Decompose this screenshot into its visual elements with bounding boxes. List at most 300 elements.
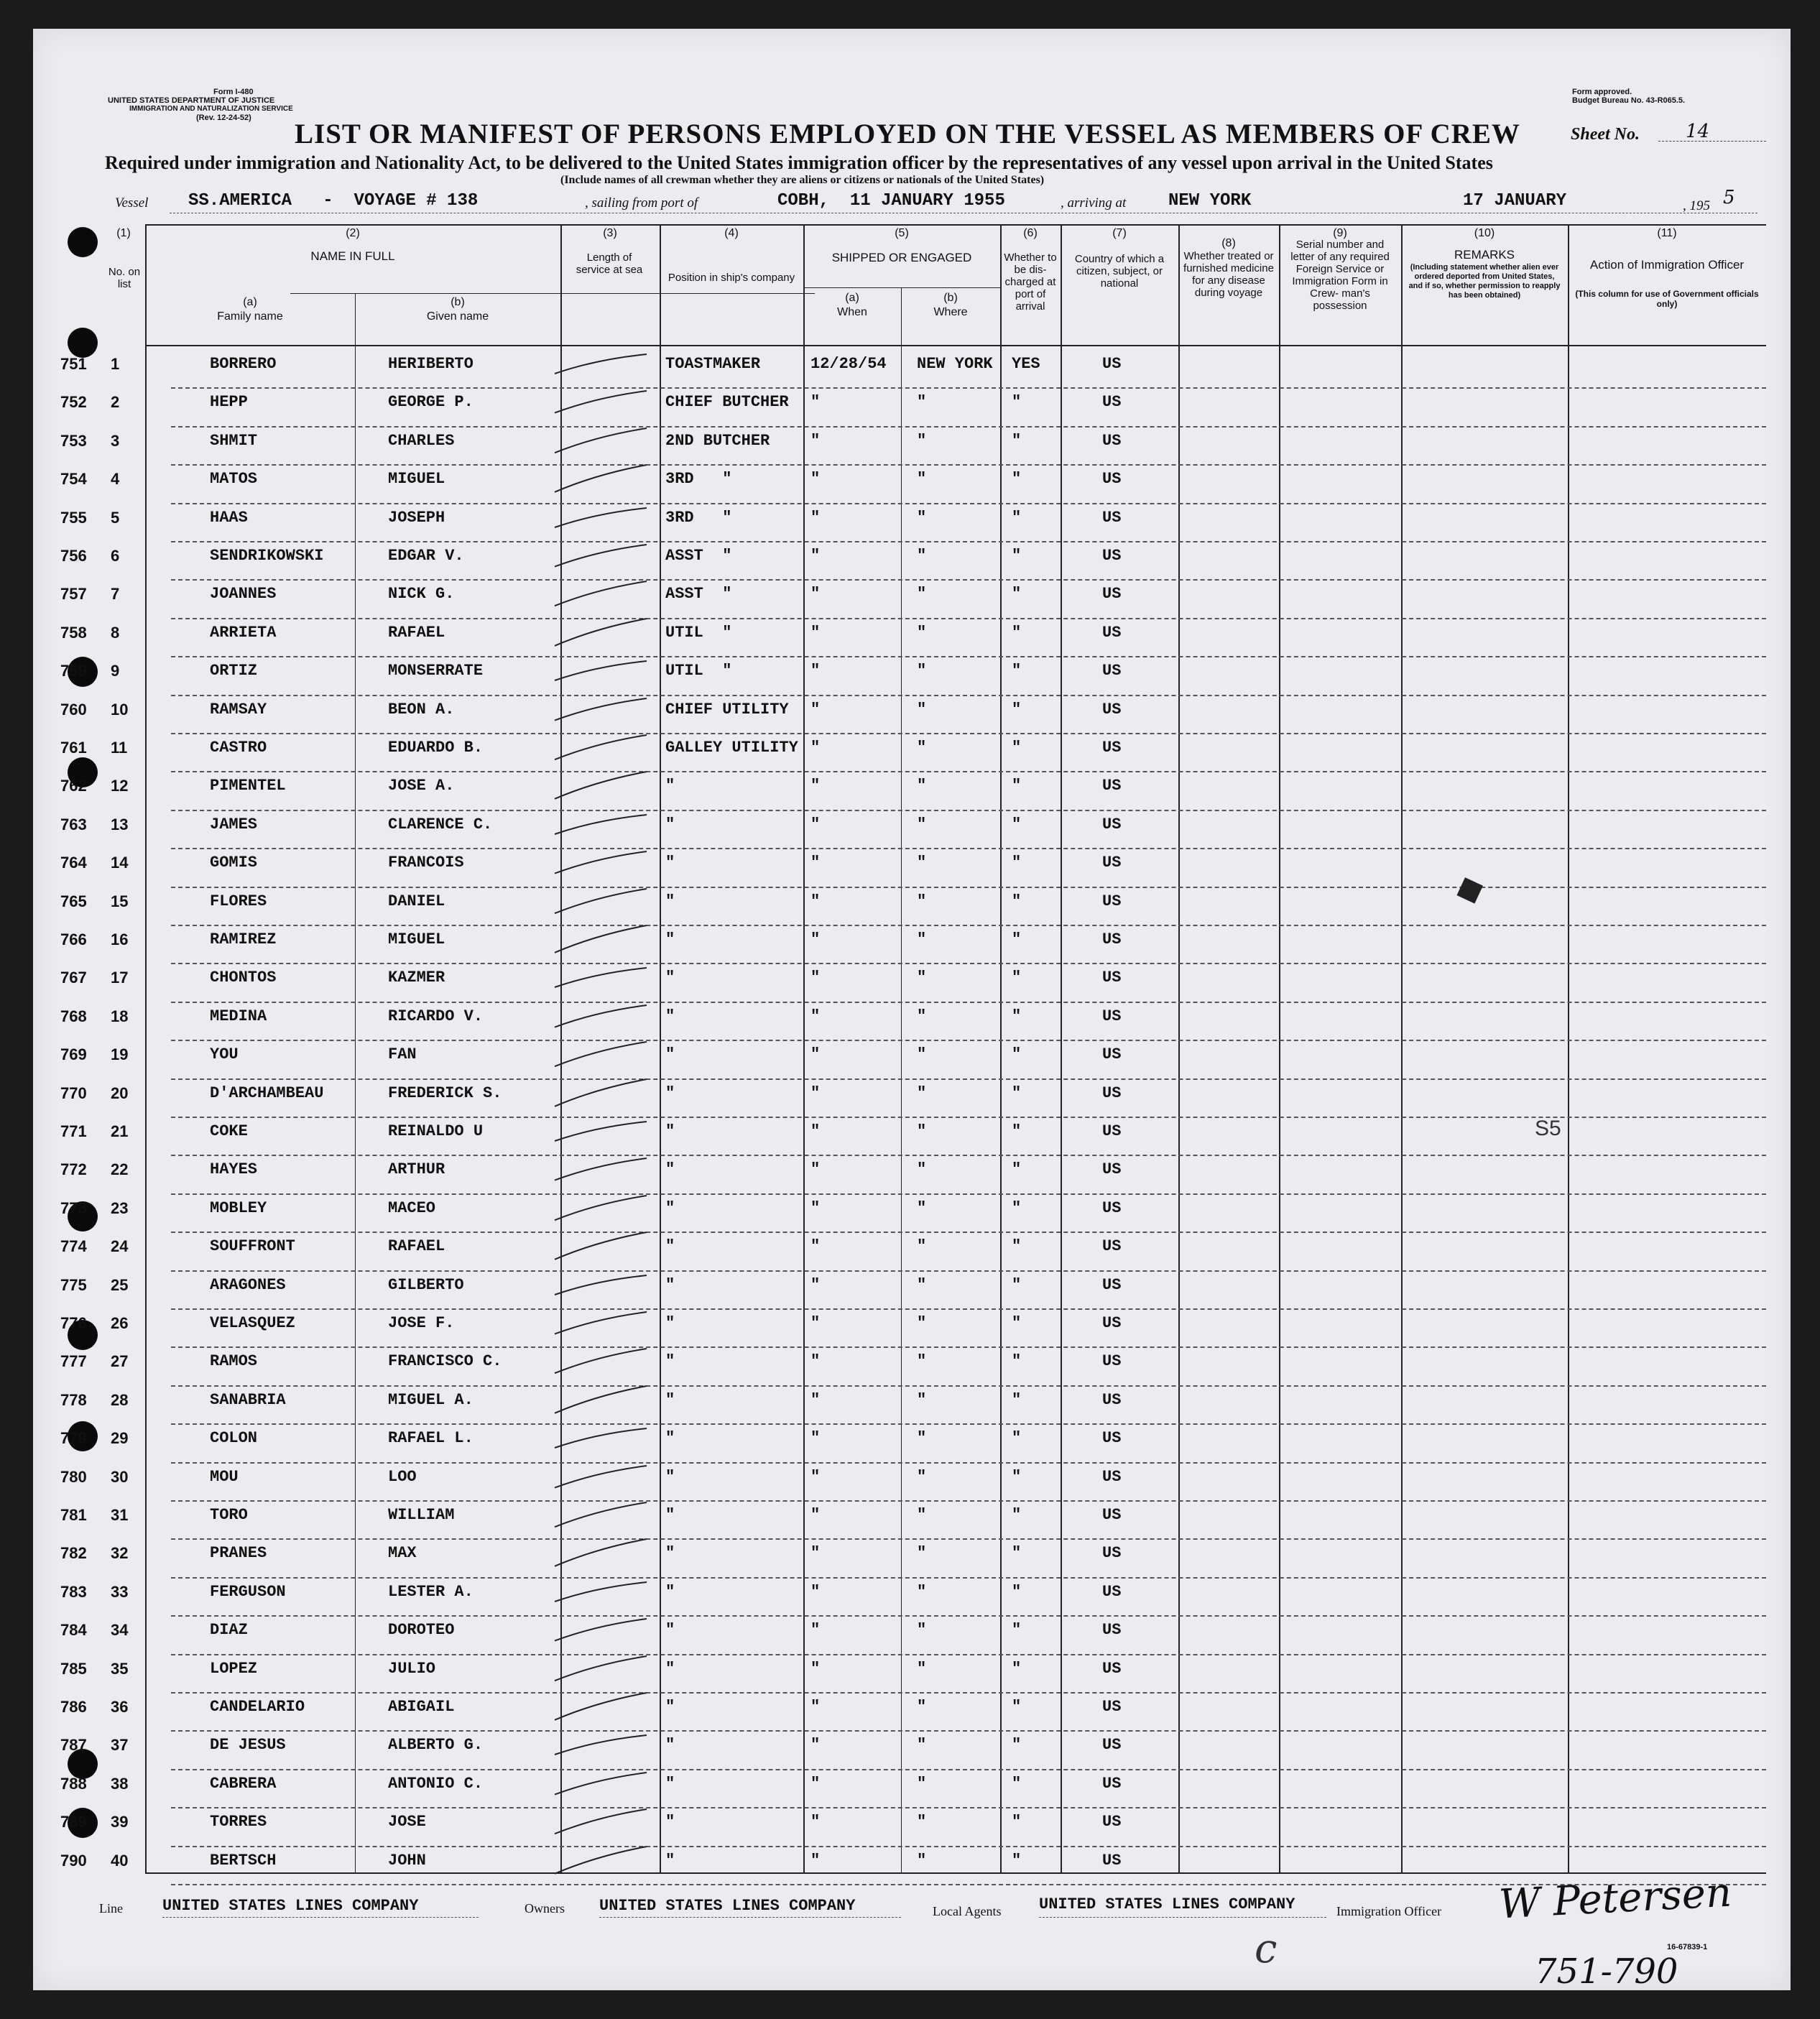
col2b-heading: Given name bbox=[426, 310, 489, 323]
row-number: 38 bbox=[111, 1774, 129, 1793]
pen-stroke bbox=[546, 652, 654, 695]
family-name: FERGUSON bbox=[210, 1582, 286, 1601]
table-row bbox=[33, 624, 1786, 662]
position: UTIL " bbox=[665, 662, 732, 680]
shipped-when: " bbox=[810, 700, 821, 719]
manifest-sheet bbox=[33, 29, 1791, 1990]
col10-heading: REMARKS bbox=[1454, 248, 1515, 262]
row-number: 22 bbox=[111, 1160, 129, 1179]
row-number: 4 bbox=[111, 470, 120, 489]
shipped-where: " bbox=[917, 393, 927, 412]
pen-stroke bbox=[546, 690, 654, 734]
list-number: 780 bbox=[60, 1467, 87, 1486]
arriving-label: , arriving at bbox=[1061, 195, 1127, 211]
row-rule bbox=[171, 1654, 1766, 1655]
col5b-letter: (b) bbox=[943, 292, 958, 304]
pen-stroke bbox=[546, 1342, 654, 1385]
row-rule bbox=[171, 1346, 1766, 1348]
family-name: PIMENTEL bbox=[210, 777, 286, 795]
pen-stroke bbox=[546, 1112, 654, 1155]
list-number: 751 bbox=[60, 355, 87, 373]
family-name: SENDRIKOWSKI bbox=[210, 547, 324, 565]
shipped-where: " bbox=[917, 662, 927, 680]
shipped-where: " bbox=[917, 1122, 927, 1140]
shipped-where: " bbox=[917, 1045, 927, 1064]
family-name: BORRERO bbox=[210, 355, 277, 373]
col9-heading: Serial number and letter of any required Foreign Service or Immigration Form in Crew- man's possession bbox=[1290, 239, 1390, 312]
shipped-where: " bbox=[917, 854, 927, 872]
row-rule bbox=[171, 1117, 1766, 1118]
shipped-when: " bbox=[810, 1198, 821, 1217]
country: US bbox=[1102, 1659, 1122, 1678]
family-name: SHMIT bbox=[210, 431, 258, 450]
country: US bbox=[1102, 892, 1122, 910]
family-name: MOBLEY bbox=[210, 1198, 267, 1217]
service-name: IMMIGRATION AND NATURALIZATION SERVICE bbox=[129, 105, 293, 113]
col1-heading: No. on list bbox=[108, 266, 141, 290]
family-name: MEDINA bbox=[210, 1007, 267, 1025]
family-name: SANABRIA bbox=[210, 1390, 286, 1409]
table-row bbox=[33, 1045, 1786, 1084]
col3-heading: Length of service at sea bbox=[576, 251, 643, 276]
row-rule bbox=[171, 848, 1766, 849]
country: US bbox=[1102, 355, 1122, 373]
discharge: " bbox=[1012, 1045, 1022, 1064]
family-name: YOU bbox=[210, 1045, 239, 1064]
shipped-when: " bbox=[810, 1736, 821, 1755]
list-number: 770 bbox=[60, 1084, 87, 1102]
row-rule bbox=[171, 1423, 1766, 1425]
list-number: 781 bbox=[60, 1506, 87, 1524]
table-row bbox=[33, 816, 1786, 854]
pen-stroke bbox=[546, 920, 654, 964]
shipped-where: " bbox=[917, 1084, 927, 1102]
discharge: " bbox=[1012, 1084, 1022, 1102]
row-number: 26 bbox=[111, 1314, 129, 1332]
shipped-when: " bbox=[810, 1352, 821, 1371]
family-name: JAMES bbox=[210, 815, 258, 833]
list-number: 752 bbox=[60, 393, 87, 412]
row-number: 12 bbox=[111, 777, 129, 795]
shipped-where: " bbox=[917, 1352, 927, 1371]
discharge: " bbox=[1012, 393, 1022, 412]
given-name: JOSE F. bbox=[388, 1314, 455, 1332]
table-row bbox=[33, 1084, 1786, 1122]
col5a-heading: When bbox=[837, 306, 867, 318]
country: US bbox=[1102, 1084, 1122, 1102]
position: 2ND BUTCHER bbox=[665, 431, 770, 450]
table-row bbox=[33, 1544, 1786, 1582]
row-number: 31 bbox=[111, 1506, 129, 1524]
country: US bbox=[1102, 815, 1122, 833]
country: US bbox=[1102, 1582, 1122, 1601]
country: US bbox=[1102, 1621, 1122, 1640]
family-name: MATOS bbox=[210, 470, 258, 489]
pen-stroke bbox=[546, 805, 654, 849]
country: US bbox=[1102, 1390, 1122, 1409]
sheet-number: 14 bbox=[1686, 121, 1710, 142]
position: ASST " bbox=[665, 547, 732, 565]
discharge: " bbox=[1012, 892, 1022, 910]
discharge: " bbox=[1012, 1314, 1022, 1332]
shipped-when: " bbox=[810, 1544, 821, 1563]
country: US bbox=[1102, 585, 1122, 604]
given-name: HERIBERTO bbox=[388, 355, 474, 373]
row-rule bbox=[171, 1193, 1766, 1195]
country: US bbox=[1102, 930, 1122, 948]
list-number: 784 bbox=[60, 1621, 87, 1640]
table-row bbox=[33, 1583, 1786, 1621]
pen-stroke bbox=[546, 1688, 654, 1731]
pen-stroke bbox=[546, 460, 654, 503]
row-rule bbox=[171, 579, 1766, 581]
row-number: 1 bbox=[111, 355, 120, 373]
shipped-when: " bbox=[810, 1275, 821, 1294]
shipped-when: " bbox=[810, 623, 821, 642]
country: US bbox=[1102, 1237, 1122, 1256]
position: " bbox=[665, 1084, 675, 1102]
col5b-heading: Where bbox=[933, 306, 968, 318]
pen-stroke bbox=[546, 844, 654, 887]
line-label: Line bbox=[99, 1901, 123, 1916]
col2-heading: NAME IN FULL bbox=[310, 249, 395, 263]
shipped-where: " bbox=[917, 777, 927, 795]
row-rule bbox=[171, 1500, 1766, 1502]
row-rule bbox=[171, 1807, 1766, 1808]
discharge: " bbox=[1012, 1698, 1022, 1716]
row-number: 24 bbox=[111, 1237, 129, 1256]
discharge: " bbox=[1012, 1582, 1022, 1601]
discharge: " bbox=[1012, 431, 1022, 450]
col2a-letter: (a) bbox=[243, 296, 257, 308]
row-number: 13 bbox=[111, 815, 129, 833]
discharge: " bbox=[1012, 1122, 1022, 1140]
table-row bbox=[33, 509, 1786, 547]
shipped-where: " bbox=[917, 508, 927, 527]
list-number: 771 bbox=[60, 1122, 87, 1140]
row-number: 19 bbox=[111, 1045, 129, 1064]
row-rule bbox=[171, 771, 1766, 772]
discharge: " bbox=[1012, 1275, 1022, 1294]
table-row bbox=[33, 1007, 1786, 1045]
given-name: GILBERTO bbox=[388, 1275, 464, 1294]
position: " bbox=[665, 892, 675, 910]
discharge: " bbox=[1012, 969, 1022, 987]
pen-stroke bbox=[546, 345, 654, 388]
discharge: " bbox=[1012, 1160, 1022, 1179]
list-number: 787 bbox=[60, 1736, 87, 1755]
col7-heading: Country of which a citizen, subject, or national bbox=[1074, 253, 1165, 290]
row-number: 33 bbox=[111, 1582, 129, 1601]
country: US bbox=[1102, 1851, 1122, 1870]
family-name: COLON bbox=[210, 1429, 258, 1448]
row-rule bbox=[171, 887, 1766, 888]
given-name: MACEO bbox=[388, 1198, 436, 1217]
shipped-where: " bbox=[917, 1506, 927, 1524]
row-rule bbox=[171, 503, 1766, 504]
list-number: 769 bbox=[60, 1045, 87, 1064]
position: 3RD " bbox=[665, 508, 732, 527]
country: US bbox=[1102, 700, 1122, 719]
given-name: KAZMER bbox=[388, 969, 445, 987]
table-row bbox=[33, 1391, 1786, 1429]
row-number: 28 bbox=[111, 1390, 129, 1409]
table-row bbox=[33, 969, 1786, 1007]
print-code: 16-67839-1 bbox=[1667, 1943, 1708, 1951]
list-number: 772 bbox=[60, 1160, 87, 1179]
list-number: 758 bbox=[60, 623, 87, 642]
remarks-mark: S5 bbox=[1535, 1117, 1561, 1140]
row-number: 23 bbox=[111, 1198, 129, 1217]
shipped-when: " bbox=[810, 854, 821, 872]
discharge: " bbox=[1012, 1007, 1022, 1025]
position: " bbox=[665, 1045, 675, 1064]
shipped-when: " bbox=[810, 777, 821, 795]
given-name: ANTONIO C. bbox=[388, 1774, 484, 1793]
country: US bbox=[1102, 1813, 1122, 1831]
shipped-when: " bbox=[810, 1314, 821, 1332]
given-name: JOSEPH bbox=[388, 508, 445, 527]
discharge: " bbox=[1012, 739, 1022, 757]
discharge: " bbox=[1012, 1237, 1022, 1256]
form-revision: (Rev. 12-24-52) bbox=[196, 114, 251, 122]
pen-stroke bbox=[546, 997, 654, 1040]
row-rule bbox=[171, 618, 1766, 619]
pen-stroke bbox=[546, 1534, 654, 1577]
row-number: 27 bbox=[111, 1352, 129, 1371]
list-number: 774 bbox=[60, 1237, 87, 1256]
country: US bbox=[1102, 1275, 1122, 1294]
col3-number: (3) bbox=[603, 227, 617, 239]
discharge: " bbox=[1012, 1429, 1022, 1448]
line-company: UNITED STATES LINES COMPANY bbox=[162, 1897, 419, 1915]
owners-label: Owners bbox=[525, 1901, 565, 1916]
shipped-where: " bbox=[917, 700, 927, 719]
list-number: 777 bbox=[60, 1352, 87, 1371]
shipped-when: " bbox=[810, 1467, 821, 1486]
table-row bbox=[33, 1122, 1786, 1160]
table-row bbox=[33, 1698, 1786, 1736]
row-rule bbox=[171, 1769, 1766, 1770]
discharge: " bbox=[1012, 1659, 1022, 1678]
pen-stroke bbox=[546, 1573, 654, 1616]
pen-stroke bbox=[546, 1074, 654, 1117]
pen-stroke bbox=[546, 575, 654, 618]
row-rule bbox=[171, 733, 1766, 734]
country: US bbox=[1102, 969, 1122, 987]
list-number: 760 bbox=[60, 700, 87, 719]
discharge: " bbox=[1012, 777, 1022, 795]
list-number: 753 bbox=[60, 431, 87, 450]
col11-heading: Action of Immigration Officer bbox=[1589, 258, 1745, 272]
shipped-when: " bbox=[810, 662, 821, 680]
list-number: 763 bbox=[60, 815, 87, 833]
family-name: FLORES bbox=[210, 892, 267, 910]
given-name: DANIEL bbox=[388, 892, 445, 910]
row-number: 39 bbox=[111, 1813, 129, 1831]
given-name: FAN bbox=[388, 1045, 417, 1064]
year-digit: 5 bbox=[1723, 187, 1735, 208]
shipped-when: " bbox=[810, 1007, 821, 1025]
row-rule bbox=[171, 810, 1766, 811]
shipped-when: " bbox=[810, 508, 821, 527]
page-title: LIST OR MANIFEST OF PERSONS EMPLOYED ON THE VESSEL AS MEMBERS OF CREW bbox=[295, 119, 1520, 149]
given-name: ARTHUR bbox=[388, 1160, 445, 1179]
country: US bbox=[1102, 854, 1122, 872]
row-number: 6 bbox=[111, 547, 120, 565]
position: " bbox=[665, 1774, 675, 1793]
country: US bbox=[1102, 1467, 1122, 1486]
col6-heading: Whether to be dis- charged at port of arrival bbox=[1004, 251, 1057, 313]
pen-stroke bbox=[546, 1496, 654, 1539]
position: " bbox=[665, 1007, 675, 1025]
discharge: " bbox=[1012, 1736, 1022, 1755]
table-row bbox=[33, 892, 1786, 930]
country: US bbox=[1102, 1506, 1122, 1524]
pen-stroke bbox=[546, 767, 654, 810]
family-name: D'ARCHAMBEAU bbox=[210, 1084, 324, 1102]
shipped-where: " bbox=[917, 431, 927, 450]
row-number: 7 bbox=[111, 585, 120, 604]
table-row bbox=[33, 854, 1786, 892]
position: " bbox=[665, 1352, 675, 1371]
given-name: FRANCOIS bbox=[388, 854, 464, 872]
row-rule bbox=[171, 656, 1766, 657]
list-number: 767 bbox=[60, 969, 87, 987]
list-number: 773 bbox=[60, 1198, 87, 1217]
pen-stroke bbox=[546, 1304, 654, 1347]
row-number: 20 bbox=[111, 1084, 129, 1102]
page-subtitle: Required under immigration and Nationality Act, to be delivered to the United States immigration officer by the representatives of any vessel upon arrival in the United States bbox=[105, 152, 1493, 173]
given-name: REINALDO U bbox=[388, 1122, 484, 1140]
shipped-when: " bbox=[810, 1582, 821, 1601]
list-number: 778 bbox=[60, 1390, 87, 1409]
family-name: VELASQUEZ bbox=[210, 1314, 295, 1332]
pen-stroke bbox=[546, 614, 654, 657]
position: " bbox=[665, 1698, 675, 1716]
shipped-when: " bbox=[810, 431, 821, 450]
list-number: 761 bbox=[60, 739, 87, 757]
list-number: 756 bbox=[60, 547, 87, 565]
row-number: 17 bbox=[111, 969, 129, 987]
shipped-when: " bbox=[810, 1506, 821, 1524]
position: CHIEF BUTCHER bbox=[665, 393, 789, 412]
position: " bbox=[665, 1429, 675, 1448]
shipped-when: " bbox=[810, 1659, 821, 1678]
form-number: Form I-480 bbox=[213, 88, 254, 96]
shipped-where: " bbox=[917, 585, 927, 604]
pen-stroke bbox=[546, 537, 654, 580]
country: US bbox=[1102, 393, 1122, 412]
table-row bbox=[33, 1736, 1786, 1774]
shipped-where: " bbox=[917, 623, 927, 642]
col9-number: (9) bbox=[1333, 227, 1347, 239]
row-number: 2 bbox=[111, 393, 120, 412]
table-row bbox=[33, 662, 1786, 700]
shipped-where: " bbox=[917, 1275, 927, 1294]
list-number: 782 bbox=[60, 1544, 87, 1563]
country: US bbox=[1102, 1774, 1122, 1793]
punch-hole bbox=[68, 227, 98, 257]
shipped-where: " bbox=[917, 1007, 927, 1025]
row-number: 34 bbox=[111, 1621, 129, 1640]
row-rule bbox=[171, 1692, 1766, 1694]
shipped-where: " bbox=[917, 1544, 927, 1563]
shipped-where: " bbox=[917, 1160, 927, 1179]
shipped-where: " bbox=[917, 470, 927, 489]
discharge: " bbox=[1012, 1621, 1022, 1640]
row-rule bbox=[171, 1155, 1766, 1156]
given-name: ALBERTO G. bbox=[388, 1736, 484, 1755]
shipped-when: " bbox=[810, 1237, 821, 1256]
given-name: JULIO bbox=[388, 1659, 436, 1678]
family-name: HAAS bbox=[210, 508, 248, 527]
shipped-where: " bbox=[917, 1813, 927, 1831]
row-number: 21 bbox=[111, 1122, 129, 1140]
table-row bbox=[33, 1199, 1786, 1237]
vessel-label: Vessel bbox=[115, 195, 149, 211]
discharge: " bbox=[1012, 930, 1022, 948]
col6-number: (6) bbox=[1023, 227, 1038, 239]
row-number: 37 bbox=[111, 1736, 129, 1755]
given-name: RAFAEL L. bbox=[388, 1429, 474, 1448]
family-name: PRANES bbox=[210, 1544, 267, 1563]
row-rule bbox=[171, 464, 1766, 466]
shipped-where: " bbox=[917, 1774, 927, 1793]
pen-stroke bbox=[546, 1650, 654, 1693]
family-name: JOANNES bbox=[210, 585, 277, 604]
pen-stroke bbox=[546, 1150, 654, 1193]
position: " bbox=[665, 1122, 675, 1140]
table-row bbox=[33, 432, 1786, 470]
family-name: LOPEZ bbox=[210, 1659, 258, 1678]
family-name: RAMSAY bbox=[210, 700, 267, 719]
list-number: 775 bbox=[60, 1275, 87, 1294]
family-name: DIAZ bbox=[210, 1621, 248, 1640]
given-name: LESTER A. bbox=[388, 1582, 474, 1601]
position: " bbox=[665, 1506, 675, 1524]
shipped-where: " bbox=[917, 1621, 927, 1640]
ink-blot: ◆ bbox=[1450, 866, 1489, 911]
shipped-when: " bbox=[810, 1122, 821, 1140]
shipped-when: " bbox=[810, 1621, 821, 1640]
pen-stroke bbox=[546, 1458, 654, 1501]
shipped-when: " bbox=[810, 1851, 821, 1870]
row-rule bbox=[171, 1615, 1766, 1617]
given-name: LOO bbox=[388, 1467, 417, 1486]
position: " bbox=[665, 1314, 675, 1332]
shipped-when: " bbox=[810, 547, 821, 565]
position: " bbox=[665, 1237, 675, 1256]
shipped-where: " bbox=[917, 1390, 927, 1409]
col7-number: (7) bbox=[1112, 227, 1127, 239]
discharge: " bbox=[1012, 1506, 1022, 1524]
given-name: RICARDO V. bbox=[388, 1007, 484, 1025]
row-rule bbox=[171, 1308, 1766, 1310]
col5-number: (5) bbox=[895, 227, 909, 239]
family-name: HEPP bbox=[210, 393, 248, 412]
row-number: 29 bbox=[111, 1429, 129, 1448]
row-rule bbox=[171, 925, 1766, 926]
position: " bbox=[665, 1659, 675, 1678]
row-rule bbox=[171, 1232, 1766, 1233]
family-name: CANDELARIO bbox=[210, 1698, 305, 1716]
shipped-when: " bbox=[810, 739, 821, 757]
col1-number: (1) bbox=[116, 227, 131, 239]
handwritten-range-note: 751-790 bbox=[1535, 1951, 1678, 1992]
shipped-where: " bbox=[917, 1659, 927, 1678]
shipped-where: " bbox=[917, 930, 927, 948]
